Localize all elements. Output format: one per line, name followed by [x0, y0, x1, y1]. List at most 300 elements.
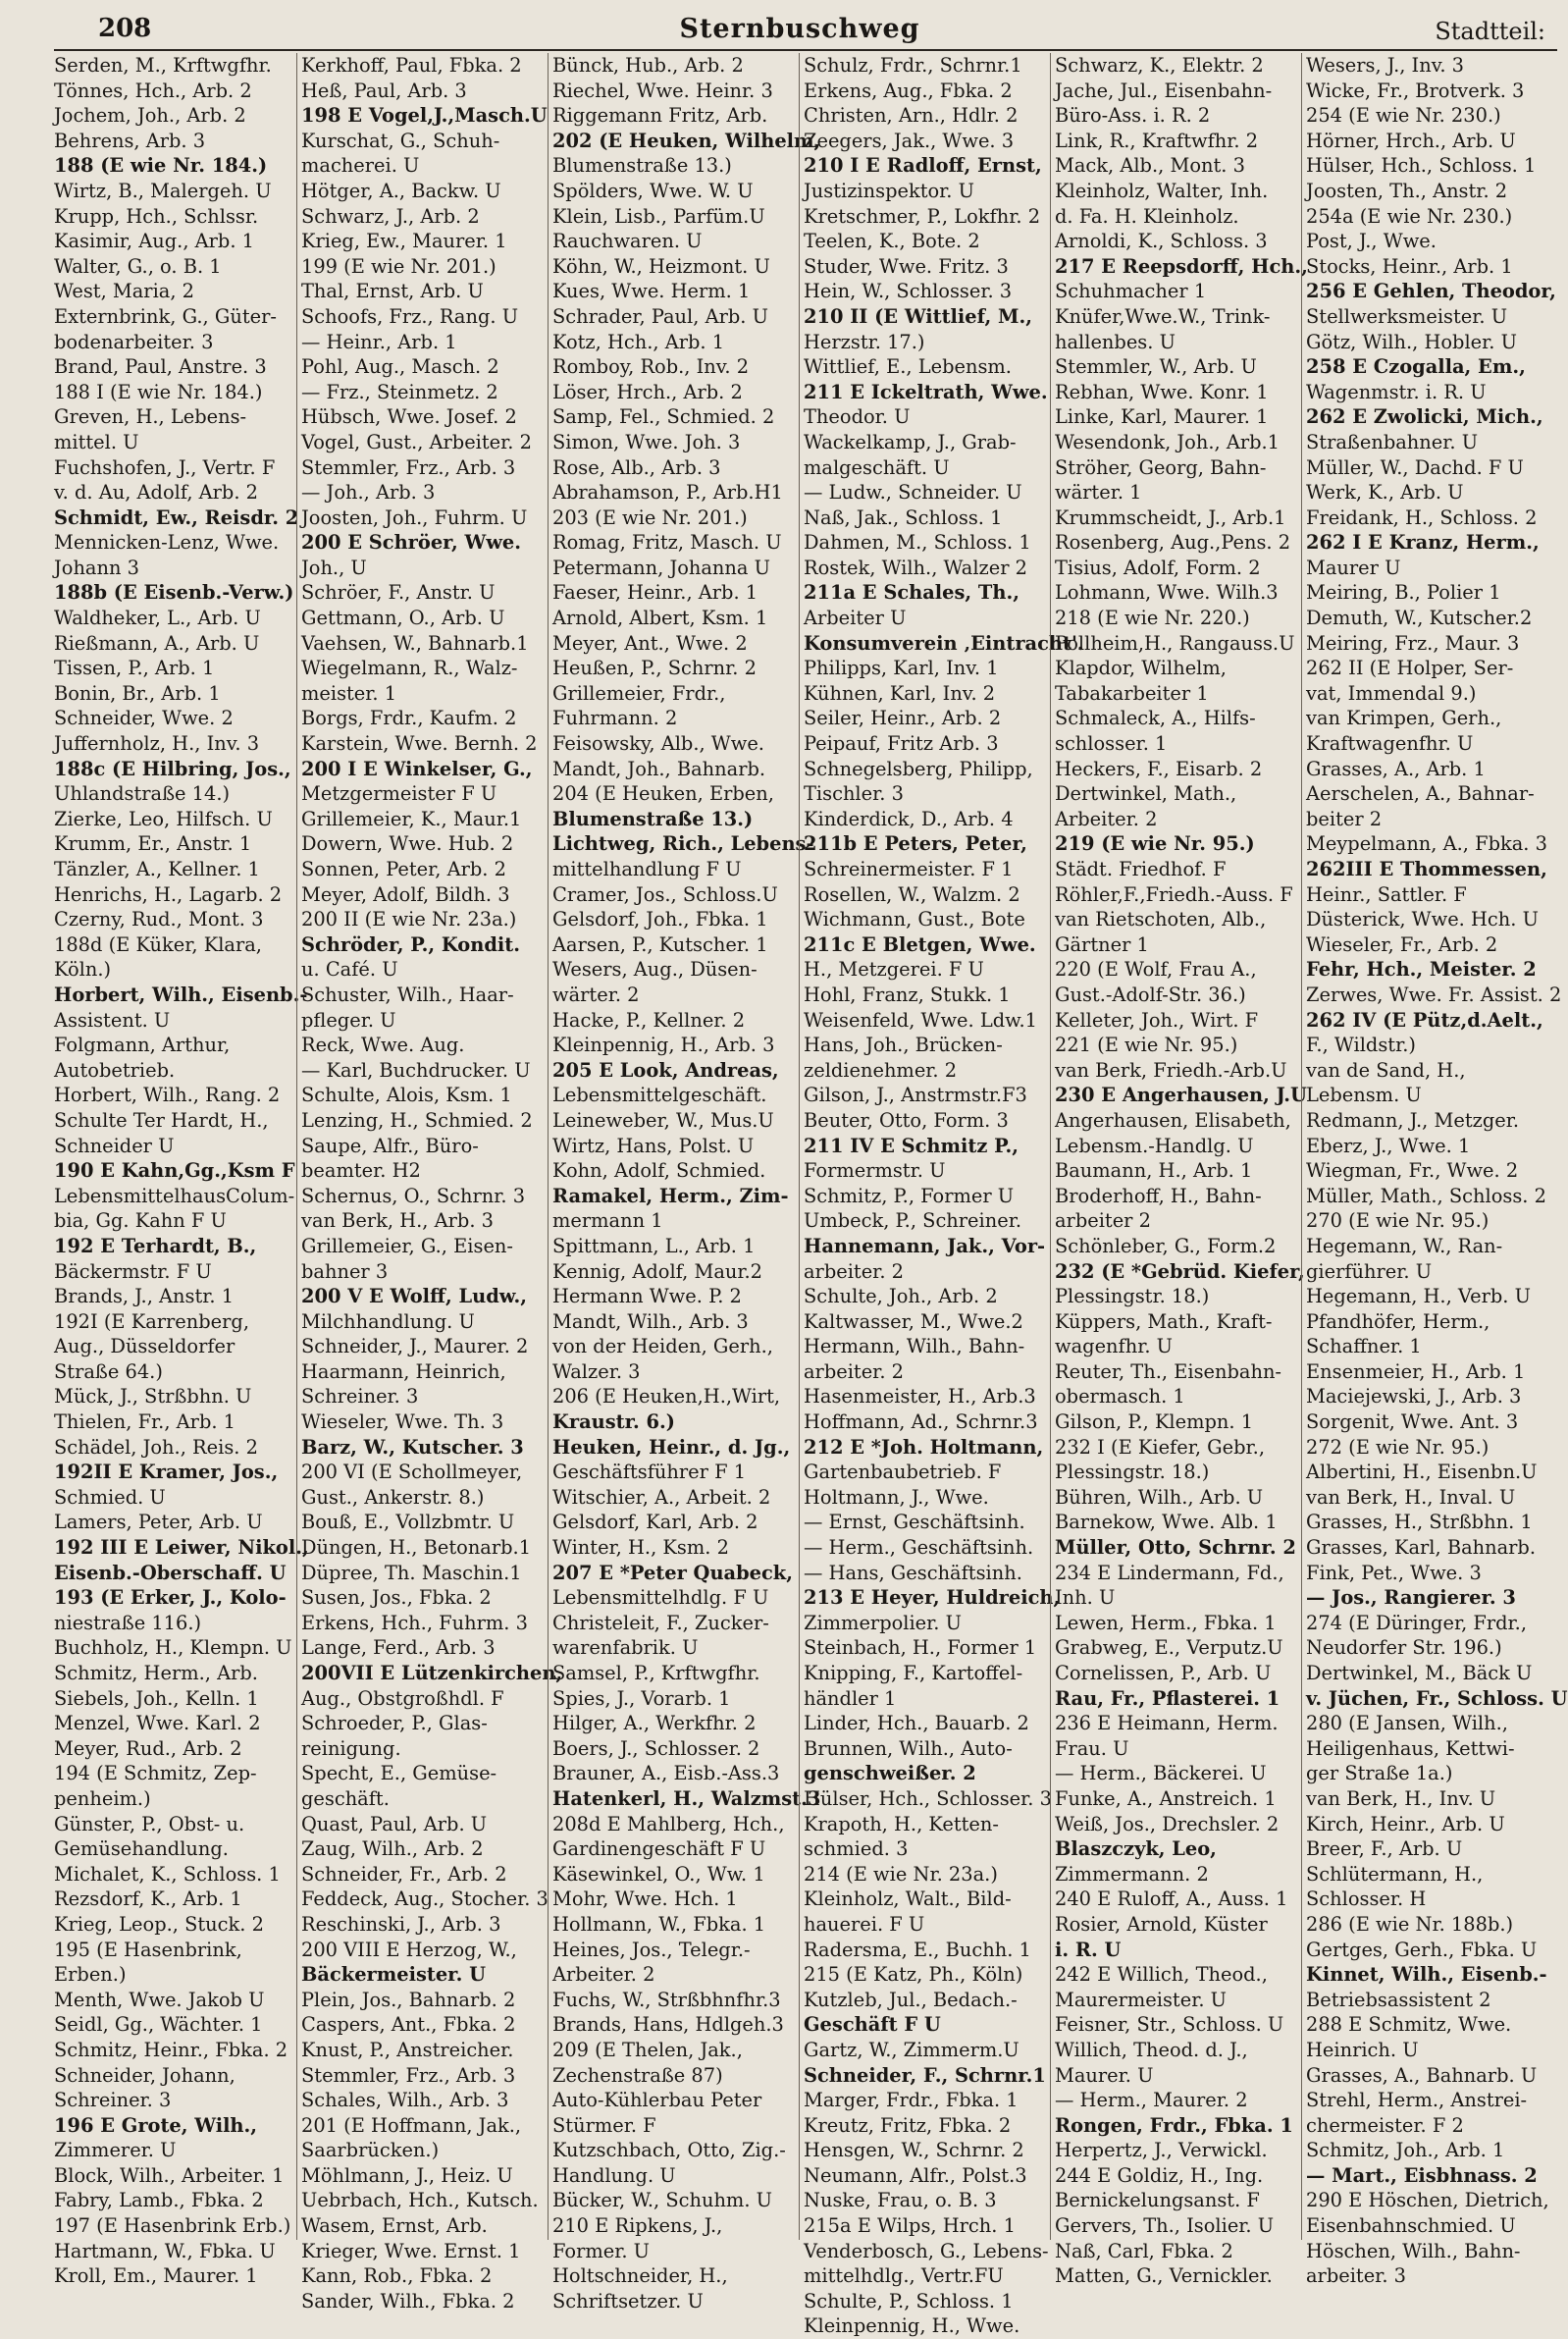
directory-entry: Behrens, Arb. 3 [54, 129, 206, 152]
directory-entry: 213 E Heyer, Huldreich, [804, 1586, 1061, 1610]
directory-entry: Caspers, Ant., Fbka. 2 [301, 2013, 516, 2037]
directory-entry: Spölders, Wwe. W. U [552, 179, 754, 202]
directory-entry: Klapdor, Wilhelm, [1055, 657, 1227, 680]
directory-entry: Maurer U [1306, 556, 1401, 579]
directory-entry: Spittmann, L., Arb. 1 [552, 1234, 756, 1257]
directory-entry: Bonin, Br., Arb. 1 [54, 681, 221, 705]
district-label: Stadtteil: [1435, 18, 1545, 45]
directory-entry: Erben.) [54, 1963, 127, 1987]
directory-entry: Steinbach, H., Former 1 [804, 1636, 1037, 1660]
directory-entry: 217 E Reepsdorff, Hch., [1055, 254, 1308, 278]
directory-entry: Schernus, O., Schrnr. 3 [301, 1184, 526, 1207]
directory-entry: Schreiner. 3 [301, 1385, 419, 1409]
directory-entry: Kennig, Adolf, Maur.2 [552, 1259, 763, 1283]
directory-entry: Fink, Pet., Wwe. 3 [1306, 1561, 1482, 1584]
directory-entry: Christen, Arn., Hdlr. 2 [804, 104, 1019, 128]
directory-entry: Plessingstr. 18.) [1055, 1285, 1210, 1308]
directory-entry: Schaffner. 1 [1306, 1335, 1422, 1358]
directory-entry: Henrichs, H., Lagarb. 2 [54, 882, 283, 906]
directory-entry: — Ludw., Schneider. U [804, 481, 1022, 505]
directory-entry: Sonnen, Peter, Arb. 2 [301, 858, 506, 880]
directory-entry: Jache, Jul., Eisenbahn- [1055, 79, 1273, 102]
directory-entry: Knipping, F., Kartoffel- [804, 1662, 1023, 1684]
directory-entry: Rostek, Wilh., Walzer 2 [804, 556, 1028, 579]
directory-entry: Radersma, E., Buchh. 1 [804, 1938, 1031, 1961]
directory-entry: Küppers, Math., Kraft- [1055, 1309, 1273, 1333]
directory-entry: 192 E Terhardt, B., [54, 1234, 257, 1257]
directory-entry: Stemmler, Frz., Arb. 3 [301, 455, 516, 479]
directory-entry: Romag, Fritz, Masch. U [552, 531, 782, 555]
directory-entry: Hilger, A., Werkfhr. 2 [552, 1712, 757, 1735]
directory-entry: West, Maria, 2 [54, 280, 195, 303]
directory-entry: Inh. U [1055, 1586, 1116, 1610]
directory-entry: Hacke, P., Kellner. 2 [552, 1008, 746, 1032]
directory-entry: Hülser, Hch., Schloss. 1 [1306, 154, 1537, 178]
directory-entry: Pfandhöfer, Herm., [1306, 1309, 1490, 1333]
directory-entry: Post, J., Wwe. [1306, 230, 1437, 253]
directory-entry: Krieg, Ew., Maurer. 1 [301, 230, 507, 253]
directory-entry: — Mart., Eisbhnass. 2 [1306, 2163, 1538, 2187]
directory-entry: Eberz, J., Wwe. 1 [1306, 1134, 1471, 1157]
directory-entry: Jochem, Joh., Arb. 2 [54, 104, 246, 128]
directory-entry: 210 E Ripkens, J., [552, 2214, 723, 2238]
directory-entry: mermann 1 [552, 1209, 663, 1233]
directory-entry: 188c (E Hilbring, Jos., [54, 757, 291, 780]
directory-entry: Reck, Wwe. Aug. [301, 1034, 465, 1057]
directory-entry: Meiring, B., Polier 1 [1306, 581, 1501, 605]
directory-entry: Breer, F., Arb. U [1306, 1837, 1463, 1861]
directory-entry: Buchholz, H., Klempn. U [54, 1636, 292, 1660]
directory-entry: H., Metzgerei. F U [804, 958, 984, 982]
directory-entry: Pollheim,H., Rangauss.U [1055, 631, 1295, 655]
directory-entry: hauerei. F U [804, 1912, 925, 1936]
directory-entry: 232 (E *Gebrüd. Kiefer, [1055, 1259, 1305, 1283]
directory-entry: Grillemeier, G., Eisen- [301, 1234, 513, 1257]
directory-entry: Schröder, P., Kondit. [301, 932, 520, 956]
directory-entry: Maciejewski, J., Arb. 3 [1306, 1385, 1522, 1409]
directory-entry: beamter. H2 [301, 1159, 421, 1183]
directory-entry: Kann, Rob., Fbka. 2 [301, 2264, 493, 2288]
directory-entry: 200 VIII E Herzog, W., [301, 1938, 517, 1961]
directory-entry: Barz, W., Kutscher. 3 [301, 1435, 524, 1459]
directory-entry: Rongen, Frdr., Fbka. 1 [1055, 2113, 1293, 2137]
directory-entry: warenfabrik. U [552, 1636, 699, 1660]
directory-entry: Tänzler, A., Kellner. 1 [54, 858, 260, 880]
directory-entry: Arnoldi, K., Schloss. 3 [1055, 230, 1268, 253]
directory-entry: schlosser. 1 [1055, 732, 1168, 756]
directory-entry: — Karl, Buchdrucker. U [301, 1058, 531, 1082]
directory-entry: 202 (E Heuken, Wilhelm, [552, 129, 821, 152]
directory-entry: Feddeck, Aug., Stocher. 3 [301, 1887, 549, 1911]
directory-column-2 [296, 53, 563, 2312]
directory-entry: 212 E *Joh. Holtmann, [804, 1435, 1044, 1459]
directory-entry: Löser, Hrch., Arb. 2 [552, 380, 743, 403]
directory-entry: Barnekow, Wwe. Alb. 1 [1055, 1511, 1278, 1534]
directory-entry: Joosten, Joh., Fuhrm. U [301, 505, 528, 529]
directory-entry: Gilson, J., Anstrmstr.F3 [804, 1084, 1027, 1107]
directory-entry: Grasses, Karl, Bahnarb. [1306, 1536, 1537, 1560]
directory-entry: wärter. 1 [1055, 481, 1142, 505]
directory-entry: Walter, G., o. B. 1 [54, 254, 222, 278]
directory-entry: 208d E Mahlberg, Hch., [552, 1812, 785, 1835]
directory-entry: — Herm., Bäckerei. U [1055, 1762, 1267, 1785]
directory-entry: Gervers, Th., Isolier. U [1055, 2214, 1275, 2238]
directory-entry: Kaltwasser, M., Wwe.2 [804, 1309, 1023, 1333]
directory-entry: Rosellen, W., Walzm. 2 [804, 882, 1020, 906]
directory-entry: Faeser, Heinr., Arb. 1 [552, 581, 758, 605]
directory-entry: Grasses, A., Bahnarb. U [1306, 2063, 1538, 2087]
directory-entry: 230 E Angerhausen, J.U [1055, 1084, 1307, 1107]
directory-entry: Rezsdorf, K., Arb. 1 [54, 1887, 242, 1911]
directory-entry: Wasem, Ernst, Arb. [301, 2214, 488, 2238]
directory-entry: 244 E Goldiz, H., Ing. [1055, 2163, 1264, 2187]
directory-entry: gierführer. U [1306, 1259, 1433, 1283]
directory-entry: Kues, Wwe. Herm. 1 [552, 280, 751, 303]
directory-entry: Lichtweg, Rich., Lebens- [552, 832, 814, 856]
directory-entry: Feisner, Str., Schloss. U [1055, 2013, 1284, 2037]
directory-entry: Menzel, Wwe. Karl. 2 [54, 1712, 261, 1735]
directory-entry: Gettmann, O., Arb. U [301, 607, 505, 630]
directory-entry: Schmied. U [54, 1485, 166, 1509]
directory-entry: Saupe, Alfr., Büro- [301, 1134, 479, 1157]
directory-entry: Maurermeister. U [1055, 1988, 1228, 2011]
directory-entry: Schönleber, G., Form.2 [1055, 1234, 1277, 1257]
directory-entry: Matten, G., Vernickler. [1055, 2264, 1273, 2288]
directory-entry: Blumenstraße 13.) [552, 154, 732, 178]
directory-entry: Lebensm. U [1306, 1084, 1422, 1107]
directory-entry: Schröer, F., Anstr. U [301, 581, 496, 605]
directory-entry: 200 E Schröer, Wwe. [301, 531, 522, 555]
directory-entry: Dertwinkel, Math., [1055, 782, 1237, 806]
directory-entry: Kohn, Adolf, Schmied. [552, 1159, 766, 1183]
directory-entry: Joh., U [301, 556, 367, 579]
directory-entry: Waldheker, L., Arb. U [54, 607, 261, 630]
directory-entry: Wirtz, B., Malergeh. U [54, 179, 272, 202]
directory-entry: Hans, Joh., Brücken- [804, 1034, 1003, 1057]
directory-entry: van Berk, Friedh.-Arb.U [1055, 1058, 1287, 1082]
directory-entry: Uebrbach, Hch., Kutsch. [301, 2189, 539, 2212]
directory-entry: Thal, Ernst, Arb. U [301, 280, 484, 303]
directory-column-4 [799, 53, 1084, 2338]
directory-entry: van Berk, H., Inval. U [1306, 1485, 1516, 1509]
directory-entry: Aug., Obstgroßhdl. F [301, 1686, 504, 1710]
directory-entry: Kotz, Hch., Arb. 1 [552, 330, 725, 353]
directory-entry: Rau, Fr., Pflasterei. 1 [1055, 1686, 1281, 1710]
directory-entry: Schwarz, J., Arb. 2 [301, 204, 480, 228]
directory-entry: Cornelissen, P., Arb. U [1055, 1662, 1272, 1684]
directory-entry: i. R. U [1055, 1938, 1122, 1961]
directory-entry: Borgs, Frdr., Kaufm. 2 [301, 707, 517, 730]
directory-entry: 200 V E Wolff, Ludw., [301, 1285, 527, 1308]
directory-entry: Karstein, Wwe. Bernh. 2 [301, 732, 538, 756]
directory-entry: Seidl, Gg., Wächter. 1 [54, 2013, 263, 2037]
directory-entry: Schneider, Fr., Arb. 2 [301, 1862, 507, 1886]
directory-entry: Schlosser. H [1306, 1887, 1427, 1911]
directory-entry: Mandt, Joh., Bahnarb. [552, 757, 766, 780]
directory-entry: Stürmer. F [552, 2113, 656, 2137]
directory-entry: Schmitz, Herm., Arb. [54, 1662, 258, 1684]
directory-entry: Kurschat, G., Schuh- [301, 129, 500, 152]
directory-entry: Wiegman, Fr., Wwe. 2 [1306, 1159, 1519, 1183]
directory-entry: Eisenb.-Oberschaff. U [54, 1561, 287, 1584]
directory-entry: Wichmann, Gust., Bote [804, 908, 1025, 931]
directory-entry: Kleinpennig, H., Wwe. [804, 2314, 1020, 2338]
directory-entry: Hoffmann, Ad., Schrnr.3 [804, 1410, 1038, 1434]
directory-entry: Krieger, Wwe. Ernst. 1 [301, 2239, 521, 2262]
directory-entry: Bernickelungsanst. F [1055, 2189, 1260, 2212]
directory-entry: Sander, Wilh., Fbka. 2 [301, 2289, 515, 2312]
directory-entry: — Heinr., Arb. 1 [301, 330, 457, 353]
directory-entry: Lohmann, Wwe. Wilh.3 [1055, 581, 1279, 605]
directory-entry: Autobetrieb. [54, 1058, 176, 1082]
directory-entry: Mack, Alb., Mont. 3 [1055, 154, 1245, 178]
directory-entry: Rosenberg, Aug.,Pens. 2 [1055, 531, 1291, 555]
directory-entry: Krieg, Leop., Stuck. 2 [54, 1912, 264, 1936]
directory-entry: 236 E Heimann, Herm. [1055, 1712, 1279, 1735]
directory-entry: 256 E Gehlen, Theodor, [1306, 280, 1556, 303]
directory-entry: Werk, K., Arb. U [1306, 481, 1464, 505]
directory-entry: Freidank, H., Schloss. 2 [1306, 505, 1538, 529]
directory-entry: Zechenstraße 87) [552, 2063, 723, 2087]
directory-entry: 270 (E wie Nr. 95.) [1306, 1209, 1490, 1233]
directory-entry: Lewen, Herm., Fbka. 1 [1055, 1611, 1277, 1634]
directory-entry: Grasses, H., Strßbhn. 1 [1306, 1511, 1533, 1534]
directory-entry: bodenarbeiter. 3 [54, 330, 214, 353]
directory-entry: Hermann Wwe. P. 2 [552, 1285, 742, 1308]
directory-entry: pfleger. U [301, 1008, 396, 1032]
directory-entry: — Ernst, Geschäftsinh. [804, 1511, 1025, 1534]
directory-entry: 197 (E Hasenbrink Erb.) [54, 2214, 291, 2238]
directory-entry: Justizinspektor. U [804, 179, 974, 202]
directory-entry: Kretschmer, P., Lokfhr. 2 [804, 204, 1041, 228]
directory-entry: Michalet, K., Schloss. 1 [54, 1862, 281, 1886]
directory-entry: 288 E Schmitz, Wwe. [1306, 2013, 1512, 2037]
directory-entry: Ensenmeier, H., Arb. 1 [1306, 1359, 1526, 1383]
directory-entry: 218 (E wie Nr. 220.) [1055, 607, 1250, 630]
directory-entry: 192II E Kramer, Jos., [54, 1461, 279, 1484]
directory-entry: Witschier, A., Arbeit. 2 [552, 1485, 771, 1509]
directory-entry: Zaug, Wilh., Arb. 2 [301, 1837, 484, 1861]
directory-entry: Schuster, Wilh., Haar- [301, 983, 514, 1006]
directory-entry: Hannemann, Jak., Vor- [804, 1234, 1046, 1257]
directory-entry: von der Heiden, Gerh., [552, 1335, 773, 1358]
directory-entry: Gertges, Gerh., Fbka. U [1306, 1938, 1538, 1961]
directory-entry: Blaszczyk, Leo, [1055, 1837, 1217, 1861]
directory-entry: mittel. U [54, 430, 139, 453]
directory-entry: Geschäft F U [804, 2013, 941, 2037]
directory-entry: Schulte Ter Hardt, H., [54, 1108, 269, 1132]
directory-entry: Wieseler, Fr., Arb. 2 [1306, 932, 1498, 956]
directory-entry: Heußen, P., Schrnr. 2 [552, 657, 757, 680]
directory-entry: Stemmler, W., Arb. U [1055, 355, 1257, 379]
directory-entry: Hörner, Hrch., Arb. U [1306, 129, 1516, 152]
directory-entry: Lamers, Peter, Arb. U [54, 1511, 263, 1534]
directory-entry: Hegemann, H., Verb. U [1306, 1285, 1531, 1308]
directory-entry: Zimmermann. 2 [1055, 1862, 1209, 1886]
directory-entry: Leineweber, W., Mus.U [552, 1108, 774, 1132]
directory-entry: Marger, Frdr., Fbka. 1 [804, 2089, 1019, 2112]
directory-entry: 200 II (E wie Nr. 23a.) [301, 908, 517, 931]
directory-entry: Wagenmstr. i. R. U [1306, 380, 1487, 403]
directory-entry: Bücker, W., Schuhm. U [552, 2189, 772, 2212]
directory-entry: 221 (E wie Nr. 95.) [1055, 1034, 1238, 1057]
directory-entry: Schmaleck, A., Hilfs- [1055, 707, 1256, 730]
directory-entry: Hatenkerl, H., Walzmst.3 [552, 1786, 821, 1810]
directory-entry: Hein, W., Schlosser. 3 [804, 280, 1013, 303]
directory-entry: Brand, Paul, Anstre. 3 [54, 355, 267, 379]
directory-entry: 200 I E Winkelser, G., [301, 757, 533, 780]
directory-entry: Dertwinkel, M., Bäck U [1306, 1662, 1533, 1684]
directory-entry: Aerschelen, A., Bahnar- [1306, 782, 1535, 806]
directory-entry: van Berk, H., Arb. 3 [301, 1209, 494, 1233]
directory-entry: Kreutz, Fritz, Fbka. 2 [804, 2113, 1012, 2137]
directory-entry: Christeleit, F., Zucker- [552, 1611, 769, 1634]
directory-entry: Studer, Wwe. Fritz. 3 [804, 254, 1009, 278]
directory-entry: Gartz, W., Zimmerm.U [804, 2038, 1019, 2061]
directory-entry: Zimmerpolier. U [804, 1611, 962, 1634]
directory-entry: wagenfhr. U [1055, 1335, 1174, 1358]
directory-entry: Betriebsassistent 2 [1306, 1988, 1491, 2011]
directory-entry: Hübsch, Wwe. Josef. 2 [301, 405, 517, 429]
directory-entry: 220 (E Wolf, Frau A., [1055, 958, 1257, 982]
directory-entry: Tisius, Adolf, Form. 2 [1055, 556, 1261, 579]
directory-entry: Block, Wilh., Arbeiter. 1 [54, 2163, 285, 2187]
directory-entry: Tissen, P., Arb. 1 [54, 657, 215, 680]
directory-entry: Götz, Wilh., Hobler. U [1306, 330, 1517, 353]
directory-column-6 [1301, 53, 1568, 2288]
directory-entry: Wieseler, Wwe. Th. 3 [301, 1410, 504, 1434]
directory-entry: Wackelkamp, J., Grab- [804, 430, 1017, 453]
directory-entry: Thielen, Fr., Arb. 1 [54, 1410, 236, 1434]
directory-entry: Albertini, H., Eisenbn.U [1306, 1461, 1538, 1484]
directory-entry: niestraße 116.) [54, 1611, 202, 1634]
directory-entry: Milchhandlung. U [301, 1309, 475, 1333]
directory-entry: — Herm., Maurer. 2 [1055, 2089, 1248, 2112]
directory-entry: van Rietschoten, Alb., [1055, 908, 1267, 931]
directory-entry: Holtschneider, H., [552, 2264, 728, 2288]
directory-entry: händler 1 [804, 1686, 897, 1710]
directory-entry: Kleinpennig, H., Arb. 3 [552, 1034, 775, 1057]
directory-entry: Köhn, W., Heizmont. U [552, 254, 770, 278]
directory-entry: Hülser, Hch., Schlosser. 3 [804, 1786, 1052, 1810]
directory-entry: Schreinermeister. F 1 [804, 858, 1014, 880]
directory-entry: Hartmann, W., Fbka. U [54, 2239, 276, 2262]
directory-entry: Schriftsetzer. U [552, 2289, 704, 2312]
directory-entry: mittelhdlg., Vertr.FU [804, 2264, 1004, 2288]
directory-entry: v. Jüchen, Fr., Schloss. U [1306, 1686, 1568, 1710]
directory-entry: 286 (E wie Nr. 188b.) [1306, 1912, 1514, 1936]
directory-entry: Hasenmeister, H., Arb.3 [804, 1385, 1036, 1409]
directory-entry: Kraustr. 6.) [552, 1410, 675, 1434]
directory-entry: 272 (E wie Nr. 95.) [1306, 1435, 1490, 1459]
directory-entry: meister. 1 [301, 681, 397, 705]
directory-entry: Plein, Jos., Bahnarb. 2 [301, 1988, 516, 2011]
directory-entry: Ramakel, Herm., Zim- [552, 1184, 789, 1207]
directory-entry: Schrader, Paul, Arb. U [552, 304, 768, 328]
directory-entry: Kutzleb, Jul., Bedach.- [804, 1988, 1018, 2011]
directory-entry: macherei. U [301, 154, 420, 178]
directory-entry: 274 (E Düringer, Frdr., [1306, 1611, 1528, 1634]
directory-entry: 192I (E Karrenberg, [54, 1309, 250, 1333]
directory-entry: Schnegelsberg, Philipp, [804, 757, 1033, 780]
directory-entry: Samsel, P., Krftwgfhr. [552, 1662, 760, 1684]
directory-entry: Winter, H., Ksm. 2 [552, 1536, 729, 1560]
directory-entry: Schneider, J., Maurer. 2 [301, 1335, 529, 1358]
directory-entry: Fehr, Hch., Meister. 2 [1306, 958, 1537, 982]
directory-entry: Meyer, Rud., Arb. 2 [54, 1736, 242, 1760]
directory-entry: Hohl, Franz, Stukk. 1 [804, 983, 1011, 1006]
directory-entry: Rose, Alb., Arb. 3 [552, 455, 721, 479]
directory-entry: arbeiter. 2 [804, 1359, 904, 1383]
directory-entry: Konsumverein ‚Eintracht'. [804, 631, 1084, 655]
directory-entry: Grasses, A., Arb. 1 [1306, 757, 1486, 780]
directory-entry: Gemüsehandlung. [54, 1837, 229, 1861]
directory-entry: 262 IV (E Pütz,d.Aelt., [1306, 1008, 1543, 1032]
directory-entry: Düsterick, Wwe. Hch. U [1306, 908, 1539, 931]
directory-entry: Fuchshofen, J., Vertr. F [54, 455, 276, 479]
directory-entry: Serden, M., Krftwgfhr. [54, 54, 272, 77]
directory-entry: bia, Gg. Kahn F U [54, 1209, 227, 1233]
directory-entry: 262 E Zwolicki, Mich., [1306, 405, 1543, 429]
directory-entry: Bouß, E., Vollzbmtr. U [301, 1511, 515, 1534]
directory-entry: Müller, Otto, Schrnr. 2 [1055, 1536, 1296, 1560]
directory-entry: 188b (E Eisenb.-Verw.) [54, 581, 294, 605]
directory-entry: Stemmler, Frz., Arb. 3 [301, 2063, 516, 2087]
directory-entry: Externbrink, G., Güter- [54, 304, 277, 328]
directory-entry: 211 IV E Schmitz P., [804, 1134, 1019, 1157]
directory-entry: ger Straße 1a.) [1306, 1762, 1453, 1785]
directory-entry: Maurer. U [1055, 2063, 1154, 2087]
directory-entry: 214 (E wie Nr. 23a.) [804, 1862, 998, 1886]
directory-entry: Mück, J., Strßbhn. U [54, 1385, 252, 1409]
directory-entry: Kasimir, Aug., Arb. 1 [54, 230, 254, 253]
directory-entry: Städt. Friedhof. F [1055, 858, 1227, 880]
directory-entry: 290 E Höschen, Dietrich, [1306, 2189, 1549, 2212]
directory-entry: Arnold, Albert, Ksm. 1 [552, 607, 768, 630]
directory-entry: Kühnen, Karl, Inv. 2 [804, 681, 996, 705]
directory-entry: Tabakarbeiter 1 [1055, 681, 1209, 705]
directory-entry: reinigung. [301, 1736, 401, 1760]
directory-entry: Knüfer,Wwe.W., Trink- [1055, 304, 1271, 328]
directory-entry: Naß, Carl, Fbka. 2 [1055, 2239, 1233, 2262]
directory-entry: Mandt, Wilh., Arb. 3 [552, 1309, 749, 1333]
directory-entry: Reschinski, J., Arb. 3 [301, 1912, 501, 1936]
directory-entry: Joosten, Th., Anstr. 2 [1306, 179, 1508, 202]
directory-entry: 242 E Willich, Theod., [1055, 1963, 1268, 1987]
directory-entry: Juffernholz, H., Inv. 3 [54, 732, 260, 756]
directory-entry: Müller, W., Dachd. F U [1306, 455, 1524, 479]
directory-entry: Weisenfeld, Wwe. Ldw.1 [804, 1008, 1037, 1032]
directory-column-3 [548, 53, 821, 2312]
directory-entry: Kleinholz, Walt., Bild- [804, 1887, 1012, 1911]
directory-entry: Wesers, J., Inv. 3 [1306, 54, 1465, 77]
directory-entry: geschäft. [301, 1786, 390, 1810]
directory-entry: 193 (E Erker, J., Kolo- [54, 1586, 287, 1610]
directory-entry: Eisenbahnschmied. U [1306, 2214, 1516, 2238]
directory-entry: 198 E Vogel,J.,Masch.U [301, 104, 548, 128]
directory-entry: Schlütermann, H., [1306, 1862, 1484, 1886]
directory-entry: 234 E Lindermann, Fd., [1055, 1561, 1284, 1584]
directory-entry: 211 E Ickeltrath, Wwe. [804, 380, 1048, 403]
directory-entry: LebensmittelhausColum- [54, 1184, 295, 1207]
directory-entry: 211a E Schales, Th., [804, 581, 1019, 605]
directory-entry: Horbert, Wilh., Eisenb.- [54, 983, 308, 1006]
directory-entry: Röhler,F.,Friedh.-Auss. F [1055, 882, 1293, 906]
directory-entry: Bäckermeister. U [301, 1963, 487, 1987]
directory-entry: Simon, Wwe. Joh. 3 [552, 430, 741, 453]
directory-entry: arbeiter. 2 [804, 1259, 904, 1283]
directory-entry: 262 I E Kranz, Herm., [1306, 531, 1540, 555]
